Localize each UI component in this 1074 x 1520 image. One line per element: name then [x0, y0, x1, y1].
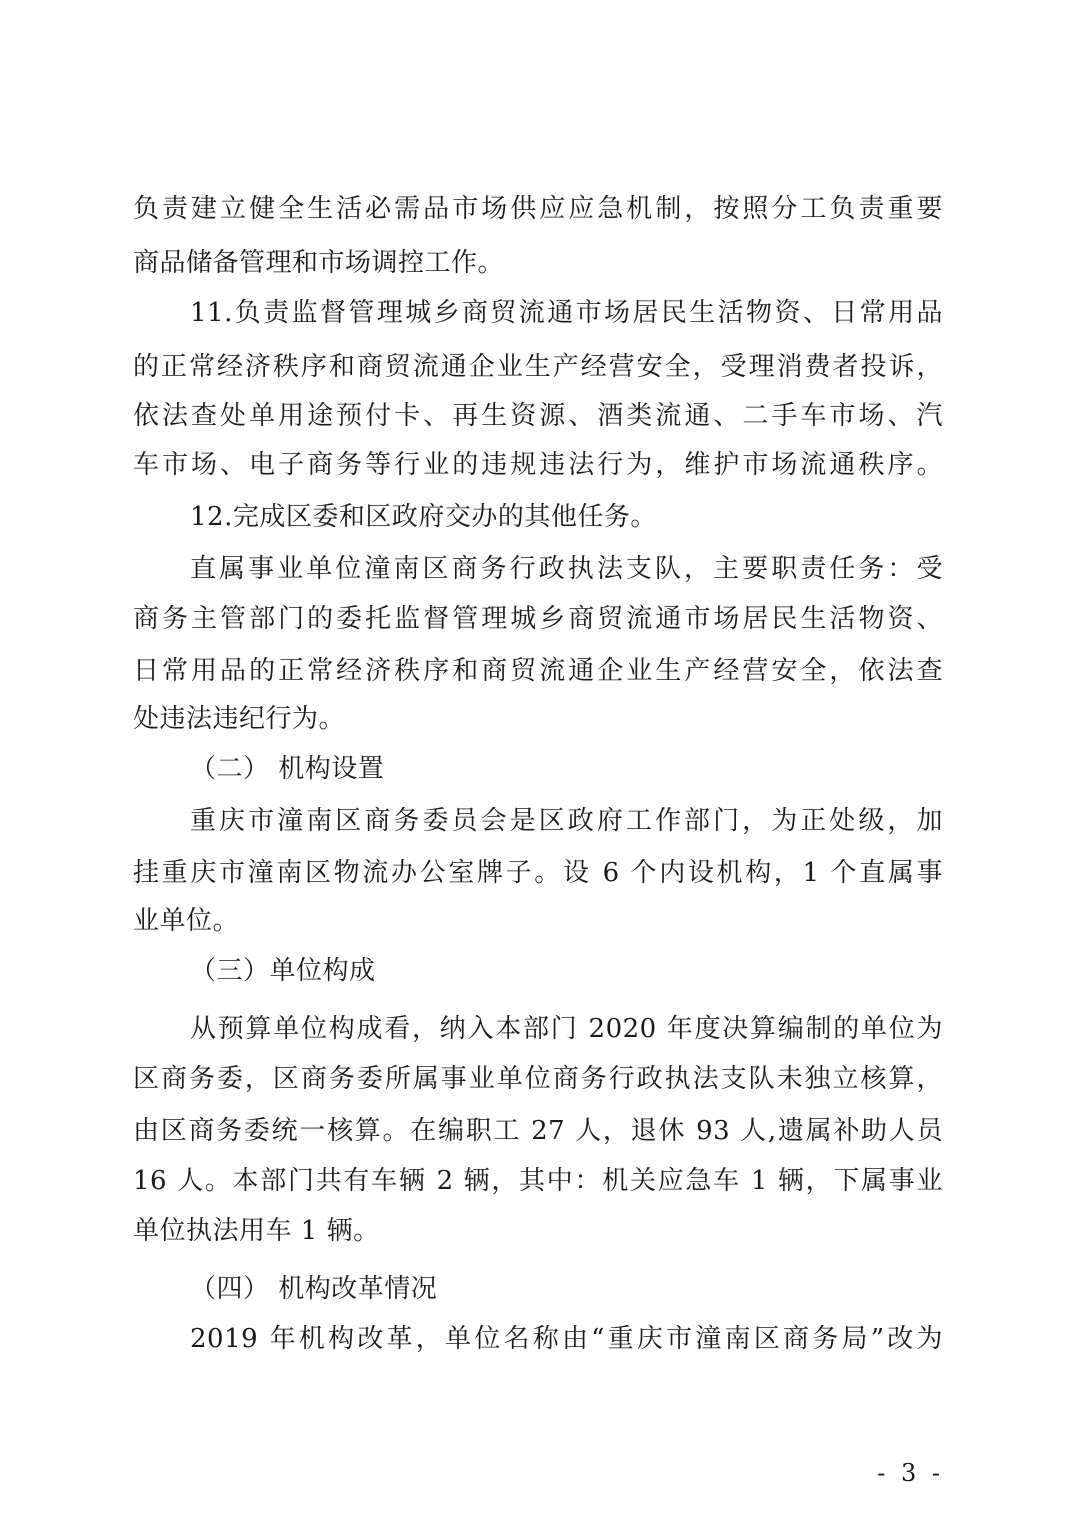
paragraph-line: 车市场、电子商务等行业的违规违法行为，维护市场流通秩序。 [133, 450, 943, 480]
paragraph-line: 由区商务委统一核算。在编职工 27 人，退休 93 人,遗属补助人员 [133, 1116, 943, 1146]
paragraph-line: 挂重庆市潼南区物流办公室牌子。设 6 个内设机构，1 个直属事 [133, 858, 943, 888]
paragraph-line: 单位执法用车 1 辆。 [133, 1216, 380, 1246]
paragraph-line: 12.完成区委和区政府交办的其他任务。 [190, 502, 657, 532]
paragraph-line: 11.负责监督管理城乡商贸流通市场居民生活物资、日常用品 [190, 298, 943, 328]
paragraph-line: 业单位。 [133, 906, 240, 936]
paragraph-line: 处违法违纪行为。 [133, 704, 346, 734]
paragraph-line: 负责建立健全生活必需品市场供应应急机制，按照分工负责重要 [133, 194, 943, 224]
section-heading: （四） 机构改革情况 [190, 1274, 438, 1304]
section-heading: （二） 机构设置 [190, 754, 385, 784]
paragraph-line: 2019 年机构改革，单位名称由“重庆市潼南区商务局”改为 [190, 1324, 943, 1354]
paragraph-line: 从预算单位构成看，纳入本部门 2020 年度决算编制的单位为 [190, 1014, 943, 1044]
paragraph-line: 商品储备管理和市场调控工作。 [133, 248, 505, 278]
paragraph-line: 依法查处单用途预付卡、再生资源、酒类流通、二手车市场、汽 [133, 401, 943, 431]
paragraph-line: 直属事业单位潼南区商务行政执法支队，主要职责任务：受 [190, 554, 943, 584]
paragraph-line: 商务主管部门的委托监督管理城乡商贸流通市场居民生活物资、 [133, 604, 943, 634]
paragraph-line: 日常用品的正常经济秩序和商贸流通企业生产经营安全，依法查 [133, 656, 943, 686]
section-heading: （三）单位构成 [190, 956, 376, 986]
paragraph-line: 16 人。本部门共有车辆 2 辆，其中：机关应急车 1 辆，下属事业 [133, 1166, 943, 1196]
page-number: - 3 - [877, 1459, 944, 1487]
paragraph-line: 重庆市潼南区商务委员会是区政府工作部门，为正处级，加 [190, 806, 943, 836]
paragraph-line: 区商务委，区商务委所属事业单位商务行政执法支队未独立核算， [133, 1064, 943, 1094]
paragraph-line: 的正常经济秩序和商贸流通企业生产经营安全，受理消费者投诉， [133, 352, 943, 382]
